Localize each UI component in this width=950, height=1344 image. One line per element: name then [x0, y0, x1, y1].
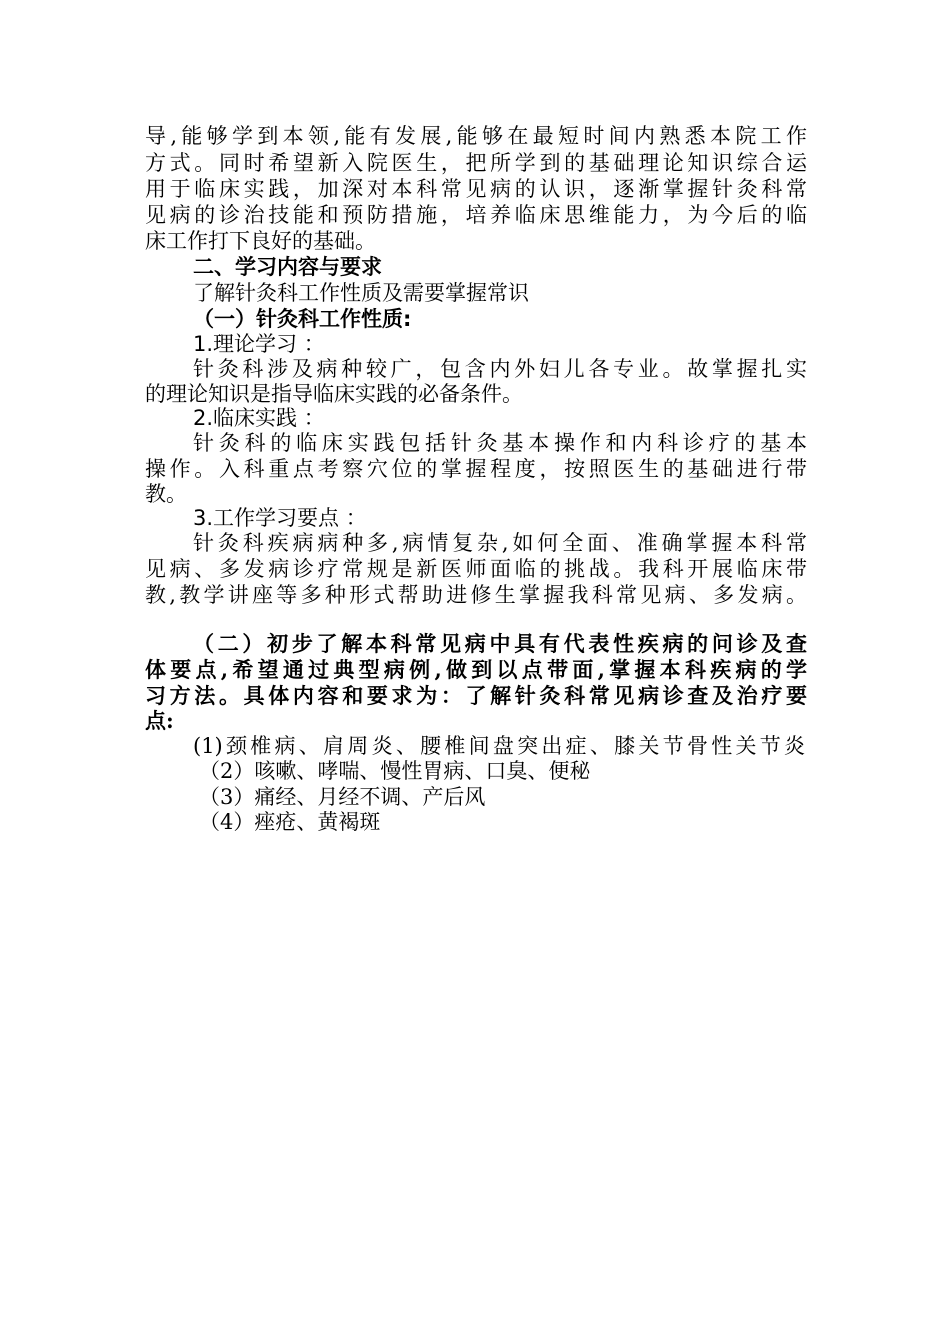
intro-line-5: 床工作打下良好的基础。 — [145, 229, 376, 253]
item1-heading: 1.理论学习 ： — [193, 332, 325, 356]
item2-line-3: 教。 — [145, 482, 187, 506]
disease-list-item-3: （3）痛经、月经不调、产后风 — [199, 785, 486, 809]
item2-heading: 2.临床实践 ： — [193, 406, 325, 430]
sub-two-line-3: 习方法。具体内容和要求为：了解针灸科常见病诊查及治疗要 — [145, 683, 807, 708]
section-two-intro: 了解针灸科工作性质及需要掌握常识 — [193, 281, 529, 305]
item3-line-2: 见病、多发病诊疗常规是新医师面临的挑战。我科开展临床带 — [145, 557, 807, 581]
item3-line-1: 针灸科疾病病种多,病情复杂,如何全面、准确掌握本科常 — [193, 531, 807, 555]
item1-line-1: 针灸科涉及病种较广，包含内外妇儿各专业。故掌握扎实 — [193, 357, 807, 381]
intro-line-3: 用于临床实践，加深对本科常见病的认识，逐渐掌握针灸科常 — [145, 177, 807, 201]
disease-list-item-1: (1)颈椎病、肩周炎、腰椎间盘突出症、膝关节骨性关节炎 — [193, 734, 805, 758]
sub-one-heading: （一）针灸科工作性质: — [193, 307, 412, 331]
sub-two-line-1: （二）初步了解本科常见病中具有代表性疾病的问诊及查 — [193, 631, 807, 656]
intro-line-2: 方式。同时希望新入院医生，把所学到的基础理论知识综合运 — [145, 151, 807, 175]
item3-line-3: 教,教学讲座等多种形式帮助进修生掌握我科常见病、多发病。 — [145, 583, 807, 607]
disease-list-item-4: （4）痤疮、黄褐斑 — [199, 810, 381, 834]
sub-two-line-4: 点: — [145, 708, 174, 733]
item1-line-2: 的理论知识是指导临床实践的必备条件。 — [145, 382, 523, 406]
sub-two-line-2: 体要点,希望通过典型病例,做到以点带面,掌握本科疾病的学 — [145, 657, 807, 682]
item2-line-2: 操作。入科重点考察穴位的掌握程度，按照医生的基础进行带 — [145, 457, 807, 481]
intro-line-1: 导,能够学到本领,能有发展,能够在最短时间内熟悉本院工作 — [145, 124, 807, 148]
section-two-heading: 二、学习内容与要求 — [193, 255, 382, 279]
disease-list-item-2: （2）咳嗽、哮喘、慢性胃病、口臭、便秘 — [199, 759, 591, 783]
intro-line-4: 见病的诊治技能和预防措施，培养临床思维能力，为今后的临 — [145, 203, 807, 227]
item2-line-1: 针灸科的临床实践包括针灸基本操作和内科诊疗的基本 — [193, 431, 807, 455]
item3-heading: 3.工作学习要点 ： — [193, 506, 367, 530]
